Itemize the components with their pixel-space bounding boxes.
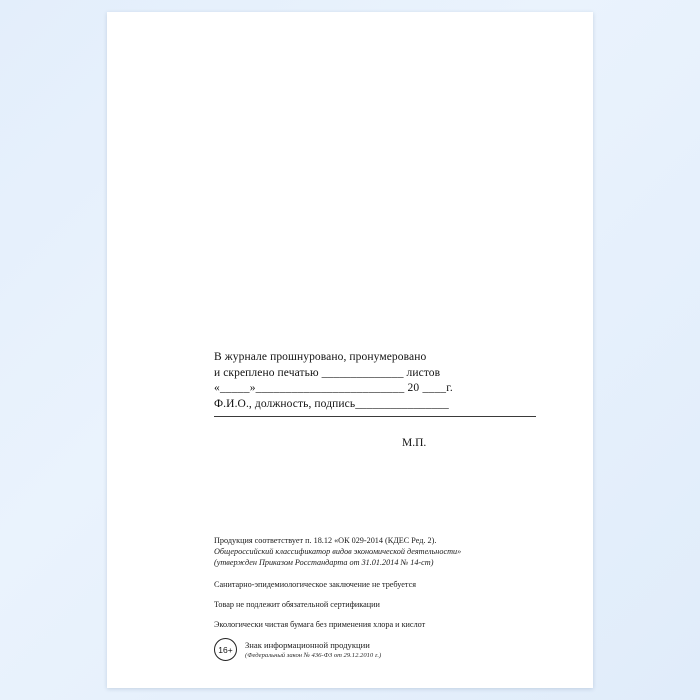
legal-product-line-1: Продукция соответствует п. 18.12 «ОК 029-2014 (КДЕС Ред. 2). — [214, 536, 437, 545]
certification-line-4: Ф.И.О., должность, подпись________________ — [214, 397, 449, 410]
legal-block — [214, 535, 564, 630]
legal-sanitary: Санитарно-эпидемиологическое заключение не требуется — [214, 579, 416, 589]
certification-block — [214, 350, 544, 417]
legal-spacer-2 — [214, 590, 564, 599]
certification-line-2: и скреплено печатью ______________ листов — [214, 366, 441, 379]
legal-product-line-3: (утвержден Приказом Росстандарта от 31.01.2014 № 14-ст) — [214, 558, 434, 568]
age-rating-title: Знак информационной продукции — [245, 640, 370, 650]
legal-ecology: Экологически чистая бумага без применения хлора и кислот — [214, 620, 426, 630]
legal-spacer-1 — [214, 569, 564, 579]
age-rating-row — [214, 638, 381, 661]
legal-certification: Товар не подлежит обязательной сертификации — [214, 599, 380, 609]
stamp-mark: М.П. — [402, 437, 427, 449]
certification-line-1: В журнале прошнуровано, пронумеровано — [214, 351, 427, 363]
legal-product-line-2: Общероссийский классификатор видов экономической деятельности» — [214, 547, 462, 557]
document-page — [107, 12, 593, 688]
signature-rule — [214, 415, 536, 417]
certification-line-3: «_____»_________________________ 20 ____г. — [214, 382, 453, 394]
age-rating-subtitle: (Федеральный закон № 436-ФЗ от 29.12.2010 г.) — [245, 652, 382, 659]
legal-spacer-3 — [214, 610, 564, 619]
age-rating-badge: 16+ — [214, 638, 237, 661]
age-rating-text — [245, 639, 381, 660]
page-content — [107, 12, 593, 688]
